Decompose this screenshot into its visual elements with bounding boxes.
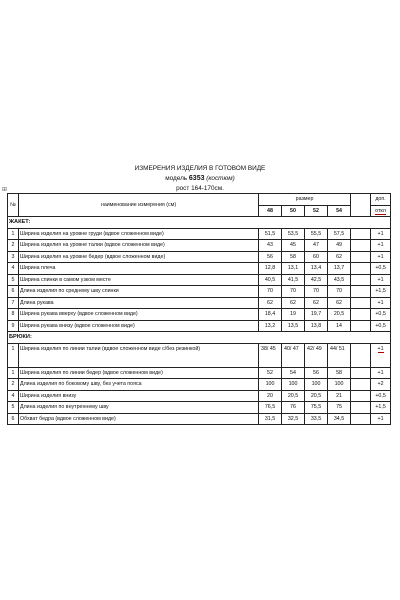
row-number: 7 xyxy=(8,297,19,309)
measurement-name: Ширина рукава вверху (вдвое сложенном виде) xyxy=(19,309,259,321)
measurement-value: 13,4 xyxy=(305,263,328,275)
measurement-value: 62 xyxy=(328,297,351,309)
table-row xyxy=(8,309,391,321)
row-number: 4 xyxy=(8,263,19,275)
measurement-value: 58 xyxy=(328,367,351,379)
row-number: 9 xyxy=(8,320,19,332)
tolerance-value xyxy=(371,402,391,414)
tolerance-value xyxy=(371,286,391,298)
section-row xyxy=(8,332,391,344)
spacer-cell xyxy=(351,343,371,367)
measurement-value: 47 xyxy=(305,240,328,252)
measurement-name: Ширина спинки в самом узком месте xyxy=(19,274,259,286)
model-number: 6353 xyxy=(188,175,205,182)
size-header: 48 xyxy=(259,205,282,217)
measurement-value: 100 xyxy=(282,379,305,391)
measurement-value: 70 xyxy=(259,286,282,298)
table-row xyxy=(8,343,391,367)
measurement-value: 76,5 xyxy=(259,402,282,414)
measurement-value: 41,5 xyxy=(282,274,305,286)
measurement-name: Ширина изделия на уровне талии (вдвое сложенном виде) xyxy=(19,240,259,252)
measurement-value: 18,4 xyxy=(259,309,282,321)
spacer-cell xyxy=(351,367,371,379)
measurement-value: 56 xyxy=(259,251,282,263)
tolerance-value xyxy=(371,309,391,321)
measurement-value: 54 xyxy=(282,367,305,379)
model-prefix: модель xyxy=(165,175,188,182)
measurement-value: 13,7 xyxy=(328,263,351,275)
spacer-cell xyxy=(351,228,371,240)
tolerance-text: +1 xyxy=(377,345,384,352)
tolerance-text: +1 xyxy=(377,415,384,422)
measurement-name: Длина изделия по боковому шву, без учета пояса xyxy=(19,379,259,391)
spacer-cell xyxy=(351,309,371,321)
tolerance-text: +2 xyxy=(377,381,384,388)
tolerance-value xyxy=(371,343,391,367)
measurement-name: Длина изделия по внутреннему шву xyxy=(19,402,259,414)
tolerance-value xyxy=(371,228,391,240)
spacer-cell xyxy=(351,320,371,332)
measurement-value: 62 xyxy=(305,297,328,309)
measurement-value: 62 xyxy=(282,297,305,309)
measurements-table xyxy=(7,193,391,425)
table-row xyxy=(8,251,391,263)
table-row xyxy=(8,297,391,309)
tolerance-value xyxy=(371,413,391,425)
section-row xyxy=(8,217,391,229)
measurement-value: 31,5 xyxy=(259,413,282,425)
measurement-value: 62 xyxy=(328,251,351,263)
measurement-value: 70 xyxy=(328,286,351,298)
spacer-cell xyxy=(351,297,371,309)
spacer-cell xyxy=(351,263,371,275)
table-row xyxy=(8,413,391,425)
measurement-value: 19 xyxy=(282,309,305,321)
measurement-value: 76 xyxy=(282,402,305,414)
tolerance-text: +0,5 xyxy=(375,311,386,318)
measurement-name: Обхват бедра (вдвое сложенном виде) xyxy=(19,413,259,425)
measurement-value: 20,5 xyxy=(305,390,328,402)
measurement-value: 56 xyxy=(305,367,328,379)
table-row xyxy=(8,240,391,252)
measurement-value: 52 xyxy=(259,367,282,379)
spacer-cell xyxy=(351,286,371,298)
measurement-value: 13,8 xyxy=(305,320,328,332)
row-number: 2 xyxy=(8,240,19,252)
tolerance-value xyxy=(371,379,391,391)
col-tolerance-header: доп. xyxy=(371,194,391,206)
col-name-header: наименование измерения (см) xyxy=(19,194,259,217)
measurement-value: 75 xyxy=(328,402,351,414)
table-row xyxy=(8,228,391,240)
measurement-value: 60 xyxy=(305,251,328,263)
measurement-value: 21 xyxy=(328,390,351,402)
measurement-name: Длина изделия по среднему шву спинки xyxy=(19,286,259,298)
tolerance-text: +0,5 xyxy=(375,265,386,272)
tolerance-text: +0,5 xyxy=(375,322,386,329)
measurement-name: Ширина изделия на уровне бедер (вдвое сложенном виде) xyxy=(19,251,259,263)
measurement-value: 14 xyxy=(328,320,351,332)
model-type: (костюм) xyxy=(206,175,235,182)
size-header: 52 xyxy=(305,205,328,217)
table-row xyxy=(8,367,391,379)
measurement-value: 20,5 xyxy=(328,309,351,321)
spacer-cell xyxy=(351,251,371,263)
row-number: 2 xyxy=(8,379,19,391)
tolerance-value xyxy=(371,320,391,332)
tolerance-text: +1,5 xyxy=(375,404,386,411)
measurement-value: 70 xyxy=(282,286,305,298)
measurement-value: 43,5 xyxy=(328,274,351,286)
size-header: 54 xyxy=(328,205,351,217)
tolerance-text: +1 xyxy=(377,299,384,306)
measurement-name: Ширина изделия по линии талии (вдвое сложенном виде с/без резинкой) xyxy=(19,343,259,367)
measurement-name: Длина рукава xyxy=(19,297,259,309)
tolerance-value xyxy=(371,263,391,275)
tolerance-value xyxy=(371,297,391,309)
measurement-value: 19,7 xyxy=(305,309,328,321)
tolerance-text: +1 xyxy=(377,276,384,283)
measurement-value: 43 xyxy=(259,240,282,252)
measurement-value: 100 xyxy=(305,379,328,391)
measurement-value: 12,8 xyxy=(259,263,282,275)
tolerance-value xyxy=(371,274,391,286)
table-row xyxy=(8,263,391,275)
row-number: 1 xyxy=(8,367,19,379)
row-number: 1 xyxy=(8,343,19,367)
measurement-value: 51,5 xyxy=(259,228,282,240)
measurement-value: 55,5 xyxy=(305,228,328,240)
spacer-cell xyxy=(351,205,371,217)
spacer-cell xyxy=(351,274,371,286)
section-title: ЖАКЕТ: xyxy=(8,217,391,229)
table-row xyxy=(8,320,391,332)
spacer-cell xyxy=(351,413,371,425)
row-number: 8 xyxy=(8,309,19,321)
spacer-cell xyxy=(351,402,371,414)
table-row xyxy=(8,274,391,286)
tolerance-value xyxy=(371,251,391,263)
section-title: БРЮКИ: xyxy=(8,332,391,344)
measurement-value: 42/ 49 xyxy=(305,343,328,367)
measurement-value: 42,5 xyxy=(305,274,328,286)
row-number: 5 xyxy=(8,274,19,286)
row-number: 4 xyxy=(8,390,19,402)
measurement-value: 38/ 45 xyxy=(259,343,282,367)
measurement-value: 45 xyxy=(282,240,305,252)
measurement-value: 33,5 xyxy=(305,413,328,425)
table-row xyxy=(8,402,391,414)
measurement-value: 32,5 xyxy=(282,413,305,425)
tolerance-text: +1 xyxy=(377,253,384,260)
tolerance-text: +1 xyxy=(377,242,384,249)
header-row-top xyxy=(8,194,391,206)
measurement-value: 100 xyxy=(259,379,282,391)
col-number-header: № xyxy=(8,194,19,217)
height-range: рост 164-170см. xyxy=(176,185,224,192)
measurement-value: 13,5 xyxy=(282,320,305,332)
measurement-value: 40,5 xyxy=(259,274,282,286)
measurement-value: 49 xyxy=(328,240,351,252)
table-row xyxy=(8,286,391,298)
measurement-value: 75,5 xyxy=(305,402,328,414)
tolerance-text: +1 xyxy=(377,230,384,237)
measurement-value: 100 xyxy=(328,379,351,391)
table-row xyxy=(8,379,391,391)
measurement-name: Ширина изделия по линии бедер (вдвое сложенном виде) xyxy=(19,367,259,379)
measurement-value: 20 xyxy=(259,390,282,402)
row-number: 1 xyxy=(8,228,19,240)
measurement-value: 40/ 47 xyxy=(282,343,305,367)
row-number: 6 xyxy=(8,286,19,298)
row-number: 6 xyxy=(8,413,19,425)
tolerance-value xyxy=(371,240,391,252)
model-line xyxy=(0,175,400,183)
measurement-value: 13,2 xyxy=(259,320,282,332)
col-tolerance-subheader: откл xyxy=(371,205,391,217)
measurement-value: 58 xyxy=(282,251,305,263)
measurement-value: 70 xyxy=(305,286,328,298)
spacer-cell xyxy=(351,194,371,206)
tolerance-text: +1 xyxy=(377,369,384,376)
measurement-value: 57,5 xyxy=(328,228,351,240)
spacer-cell xyxy=(351,390,371,402)
measurement-value: 20,5 xyxy=(282,390,305,402)
document-title: ИЗМЕРЕНИЯ ИЗДЕЛИЯ В ГОТОВОМ ВИДЕ xyxy=(134,165,266,172)
measurement-value: 34,5 xyxy=(328,413,351,425)
measurement-name: Ширина изделия на уровне груди (вдвое сложенном виде) xyxy=(19,228,259,240)
size-header: 50 xyxy=(282,205,305,217)
measurement-value: 53,5 xyxy=(282,228,305,240)
row-number: 5 xyxy=(8,402,19,414)
spacer-cell xyxy=(351,240,371,252)
tolerance-text: +0,5 xyxy=(375,392,386,399)
measurement-value: 44/ 51 xyxy=(328,343,351,367)
measurement-value: 13,1 xyxy=(282,263,305,275)
measurement-name: Ширина изделия внизу xyxy=(19,390,259,402)
col-size-header: размер xyxy=(259,194,351,206)
move-handle-icon[interactable]: ⊞ xyxy=(2,187,8,193)
measurement-name: Ширина плеча xyxy=(19,263,259,275)
row-number: 3 xyxy=(8,251,19,263)
tolerance-value xyxy=(371,390,391,402)
tolerance-text: +1,5 xyxy=(375,288,386,295)
spacer-cell xyxy=(351,379,371,391)
tolerance-value xyxy=(371,367,391,379)
table-row xyxy=(8,390,391,402)
measurement-value: 62 xyxy=(259,297,282,309)
measurement-name: Ширина рукава внизу (вдвое сложенном виде) xyxy=(19,320,259,332)
